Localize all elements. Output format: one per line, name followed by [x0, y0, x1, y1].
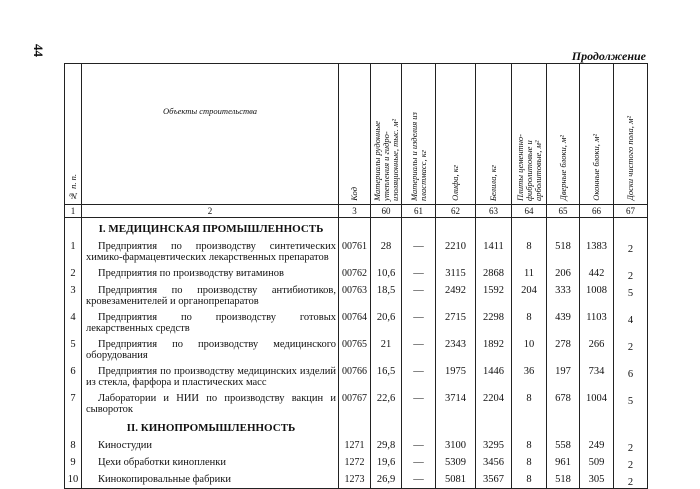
empty-cell [339, 417, 371, 437]
value-c60: 18,5 [371, 282, 402, 309]
value-c61: — [402, 471, 436, 489]
row-number: 7 [65, 390, 82, 417]
table-row [65, 238, 648, 265]
col-header-66: Оконные блоки, м² [580, 64, 614, 205]
col-header-60: Материалы рудонные утепления и гидро-изоляционные, тыс. м² [371, 64, 402, 205]
row-number: 4 [65, 309, 82, 336]
col-number: 67 [614, 205, 648, 218]
materials-table [64, 63, 648, 489]
value-c60: 16,5 [371, 363, 402, 390]
object-code: 1271 [339, 437, 371, 454]
table-row [65, 309, 648, 336]
value-c64: 8 [512, 309, 547, 336]
value-c63: 1446 [476, 363, 512, 390]
value-c62: 5309 [436, 454, 476, 471]
value-c67: 2 [614, 471, 648, 489]
value-c64: 8 [512, 471, 547, 489]
value-c64: 8 [512, 238, 547, 265]
value-c61: — [402, 309, 436, 336]
table-row [65, 336, 648, 363]
value-c62: 3115 [436, 265, 476, 282]
value-c61: — [402, 282, 436, 309]
col-number: 2 [82, 205, 339, 218]
value-c61: — [402, 336, 436, 363]
value-c61: — [402, 238, 436, 265]
value-c67: 2 [614, 336, 648, 363]
value-c67: 4 [614, 309, 648, 336]
section-title: I. МЕДИЦИНСКАЯ ПРОМЫШЛЕННОСТЬ [82, 218, 339, 239]
col-number: 63 [476, 205, 512, 218]
continued-label: Продолжение [571, 49, 646, 63]
value-c60: 28 [371, 238, 402, 265]
empty-cell [476, 417, 512, 437]
col-header-code: Код [339, 64, 371, 205]
empty-cell [547, 417, 580, 437]
empty-cell [436, 417, 476, 437]
col-header-objects: Объекты строительства [82, 64, 339, 205]
value-c65: 206 [547, 265, 580, 282]
value-c62: 2210 [436, 238, 476, 265]
empty-cell [614, 417, 648, 437]
header-row [65, 64, 648, 205]
value-c66: 1103 [580, 309, 614, 336]
value-c63: 3456 [476, 454, 512, 471]
empty-cell [512, 218, 547, 239]
value-c65: 678 [547, 390, 580, 417]
value-c60: 22,6 [371, 390, 402, 417]
value-c67: 2 [614, 265, 648, 282]
page-number: 44 [31, 44, 46, 57]
col-header-61: Материалы и изделия из пластмасс, кг [402, 64, 436, 205]
table-row [65, 390, 648, 417]
object-code: 00761 [339, 238, 371, 265]
col-header-64: Плиты цементно-фибролитовые и арболитовые, м² [512, 64, 547, 205]
table-body [65, 218, 648, 489]
value-c62: 1975 [436, 363, 476, 390]
value-c65: 558 [547, 437, 580, 454]
col-number: 1 [65, 205, 82, 218]
col-header-67: Доски чистого пола, м² [614, 64, 648, 205]
row-number: 1 [65, 238, 82, 265]
col-number: 60 [371, 205, 402, 218]
object-code: 00762 [339, 265, 371, 282]
empty-cell [436, 218, 476, 239]
column-number-row [65, 205, 648, 218]
object-name: Предприятия по производству синтетических химико-фармацевтических лекарственных препаратов [82, 238, 339, 265]
object-name: Лаборатории и НИИ по производству вакцин и сывороток [82, 390, 339, 417]
object-code: 1273 [339, 471, 371, 489]
object-name: Цехи обработки кинопленки [82, 454, 339, 471]
value-c64: 11 [512, 265, 547, 282]
value-c60: 26,9 [371, 471, 402, 489]
object-name: Предприятия по производству медицинских изделий из стекла, фарфора и пластических масс [82, 363, 339, 390]
col-number: 65 [547, 205, 580, 218]
col-header-62: Олифа, кг [436, 64, 476, 205]
table-row [65, 363, 648, 390]
empty-cell [580, 417, 614, 437]
row-number: 10 [65, 471, 82, 489]
value-c61: — [402, 437, 436, 454]
value-c66: 1008 [580, 282, 614, 309]
empty-cell [580, 218, 614, 239]
value-c62: 2715 [436, 309, 476, 336]
col-header-63: Белила, кг [476, 64, 512, 205]
object-code: 00764 [339, 309, 371, 336]
col-header-65: Дверные блоки, м² [547, 64, 580, 205]
value-c64: 36 [512, 363, 547, 390]
value-c60: 21 [371, 336, 402, 363]
col-number: 62 [436, 205, 476, 218]
value-c65: 439 [547, 309, 580, 336]
col-header-num: № п. п. [65, 64, 82, 205]
value-c63: 2204 [476, 390, 512, 417]
object-code: 1272 [339, 454, 371, 471]
value-c64: 10 [512, 336, 547, 363]
object-name: Предприятия по производству готовых лекарственных средств [82, 309, 339, 336]
table-row [65, 437, 648, 454]
value-c61: — [402, 363, 436, 390]
empty-cell [402, 417, 436, 437]
col-number: 3 [339, 205, 371, 218]
value-c63: 3295 [476, 437, 512, 454]
object-code: 00766 [339, 363, 371, 390]
value-c66: 734 [580, 363, 614, 390]
table-row [65, 454, 648, 471]
empty-cell [371, 218, 402, 239]
row-number: 9 [65, 454, 82, 471]
object-name: Предприятия по производству медицинского оборудования [82, 336, 339, 363]
value-c64: 8 [512, 437, 547, 454]
value-c66: 442 [580, 265, 614, 282]
value-c65: 518 [547, 471, 580, 489]
value-c63: 1592 [476, 282, 512, 309]
section-header-row [65, 218, 648, 239]
empty-cell [614, 218, 648, 239]
object-name: Кинокопировальные фабрики [82, 471, 339, 489]
table-row [65, 265, 648, 282]
value-c63: 1411 [476, 238, 512, 265]
value-c66: 266 [580, 336, 614, 363]
value-c67: 6 [614, 363, 648, 390]
value-c65: 518 [547, 238, 580, 265]
row-number: 2 [65, 265, 82, 282]
object-name: Предприятия по производству витаминов [82, 265, 339, 282]
table-row [65, 282, 648, 309]
empty-cell [476, 218, 512, 239]
value-c67: 2 [614, 437, 648, 454]
empty-cell [65, 417, 82, 437]
value-c63: 1892 [476, 336, 512, 363]
value-c65: 333 [547, 282, 580, 309]
value-c63: 2298 [476, 309, 512, 336]
value-c66: 249 [580, 437, 614, 454]
empty-cell [371, 417, 402, 437]
value-c63: 2868 [476, 265, 512, 282]
object-name: Киностудии [82, 437, 339, 454]
value-c64: 8 [512, 454, 547, 471]
value-c60: 20,6 [371, 309, 402, 336]
value-c62: 2343 [436, 336, 476, 363]
row-number: 8 [65, 437, 82, 454]
value-c65: 961 [547, 454, 580, 471]
value-c67: 5 [614, 390, 648, 417]
value-c62: 3100 [436, 437, 476, 454]
value-c61: — [402, 265, 436, 282]
value-c63: 3567 [476, 471, 512, 489]
object-code: 00763 [339, 282, 371, 309]
value-c60: 10,6 [371, 265, 402, 282]
object-name: Предприятия по производству антибиотиков, кровезаменителей и органопрепаратов [82, 282, 339, 309]
value-c62: 5081 [436, 471, 476, 489]
empty-cell [512, 417, 547, 437]
row-number: 6 [65, 363, 82, 390]
value-c62: 3714 [436, 390, 476, 417]
section-header-row [65, 417, 648, 437]
value-c64: 8 [512, 390, 547, 417]
value-c67: 2 [614, 238, 648, 265]
col-number: 64 [512, 205, 547, 218]
value-c64: 204 [512, 282, 547, 309]
row-number: 5 [65, 336, 82, 363]
value-c66: 509 [580, 454, 614, 471]
empty-cell [402, 218, 436, 239]
empty-cell [65, 218, 82, 239]
value-c66: 1004 [580, 390, 614, 417]
value-c60: 29,8 [371, 437, 402, 454]
col-number: 61 [402, 205, 436, 218]
object-code: 00767 [339, 390, 371, 417]
value-c65: 197 [547, 363, 580, 390]
empty-cell [547, 218, 580, 239]
value-c66: 1383 [580, 238, 614, 265]
empty-cell [339, 218, 371, 239]
col-number: 66 [580, 205, 614, 218]
section-title: II. КИНОПРОМЫШЛЕННОСТЬ [82, 417, 339, 437]
value-c60: 19,6 [371, 454, 402, 471]
table-row [65, 471, 648, 489]
value-c61: — [402, 390, 436, 417]
value-c66: 305 [580, 471, 614, 489]
value-c61: — [402, 454, 436, 471]
value-c67: 5 [614, 282, 648, 309]
value-c62: 2492 [436, 282, 476, 309]
value-c65: 278 [547, 336, 580, 363]
value-c67: 2 [614, 454, 648, 471]
row-number: 3 [65, 282, 82, 309]
object-code: 00765 [339, 336, 371, 363]
